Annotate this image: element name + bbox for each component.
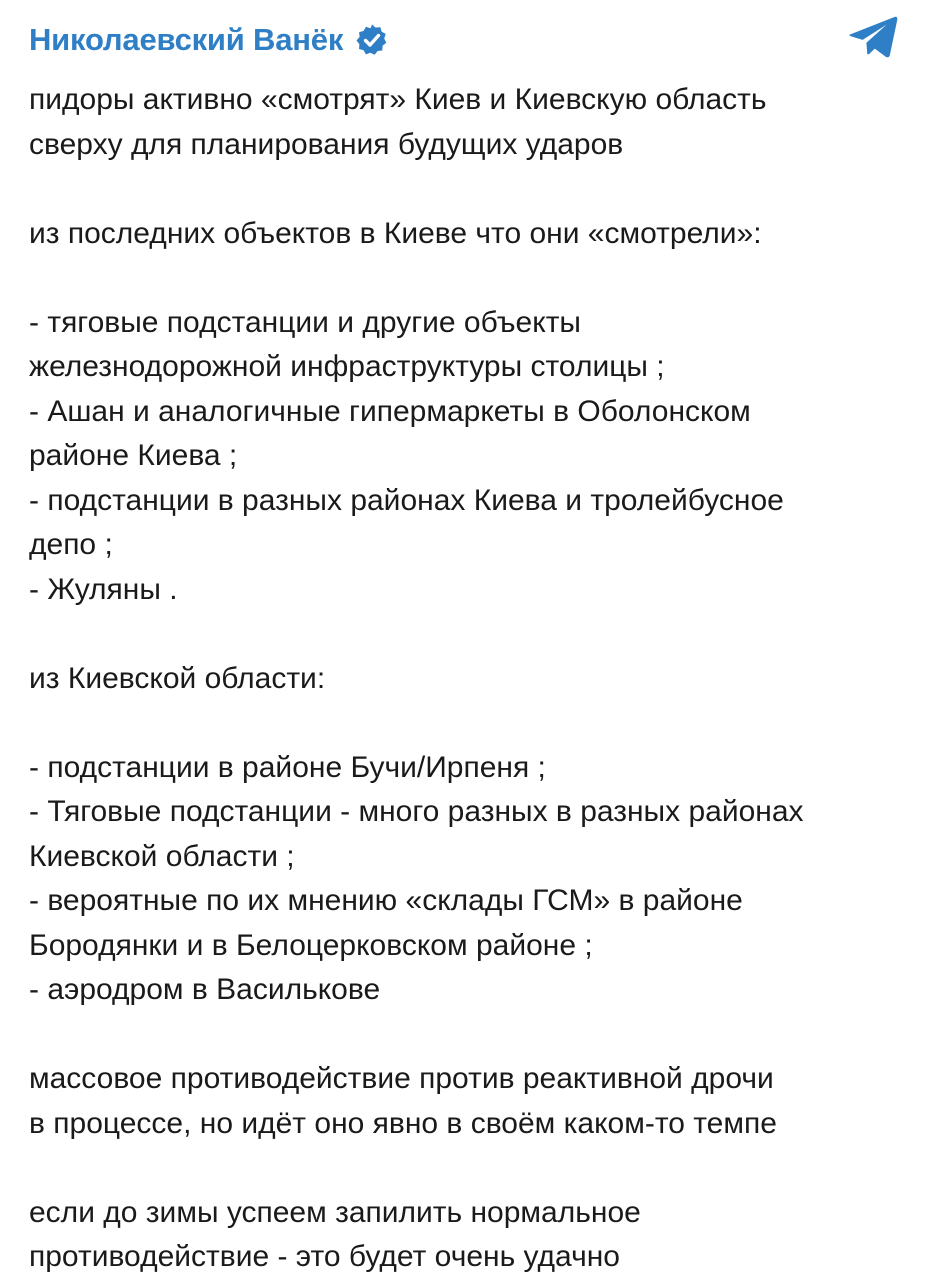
message-line: сверху для планирования будущих ударов (29, 127, 624, 161)
message-line: из Киевской области: (29, 661, 326, 695)
message-line: - аэродром в Василькове (29, 973, 381, 1006)
verified-badge-icon (355, 23, 389, 57)
message-line: массовое противодействие против реактивной дрочи (29, 1062, 774, 1095)
message-blank-line (29, 1146, 909, 1191)
post-header (29, 0, 909, 78)
message-line: из последних объектов в Киеве что они «смотрели»: (29, 216, 762, 250)
message-blank-line (29, 701, 909, 746)
message-line: - Тяговые подстанции - много разных в разных районах (29, 795, 804, 828)
telegram-paper-plane-icon[interactable] (847, 14, 899, 60)
message-line: депо ; (29, 528, 113, 561)
message-line: - Ашан и аналогичные гипермаркеты в Оболонском (29, 394, 751, 428)
message-line: - тяговые подстанции и другие объекты (29, 305, 581, 339)
channel-title-row (29, 20, 389, 60)
message-line: Бородянки и в Белоцерковском районе ; (29, 928, 593, 962)
message-line: - подстанции в разных районах Киева и тролейбусное (29, 483, 784, 517)
message-line: - Жуляны . (29, 572, 178, 606)
channel-name[interactable]: Николаевский Ванёк (29, 22, 344, 57)
message-line: железнодорожной инфраструктуры столицы ; (29, 350, 665, 383)
message-line: - подстанции в районе Бучи/Ирпеня ; (29, 750, 546, 784)
message-line: районе Киева ; (29, 439, 238, 472)
message-line: противодействие - это будет очень удачно (29, 1240, 620, 1273)
message-blank-line (29, 256, 909, 301)
message-blank-line (29, 612, 909, 657)
message-line: пидоры активно «смотрят» Киев и Киевскую область (29, 83, 767, 116)
message-blank-line (29, 167, 909, 212)
message-line: в процессе, но идёт оно явно в своём каком-то темпе (29, 1106, 777, 1140)
message-blank-line (29, 1013, 909, 1058)
message-text (29, 78, 909, 1280)
message-line: если до зимы успеем запилить нормальное (29, 1195, 641, 1229)
message-line: - вероятные по их мнению «склады ГСМ» в районе (29, 884, 743, 917)
message-line: Киевской области ; (29, 839, 295, 873)
